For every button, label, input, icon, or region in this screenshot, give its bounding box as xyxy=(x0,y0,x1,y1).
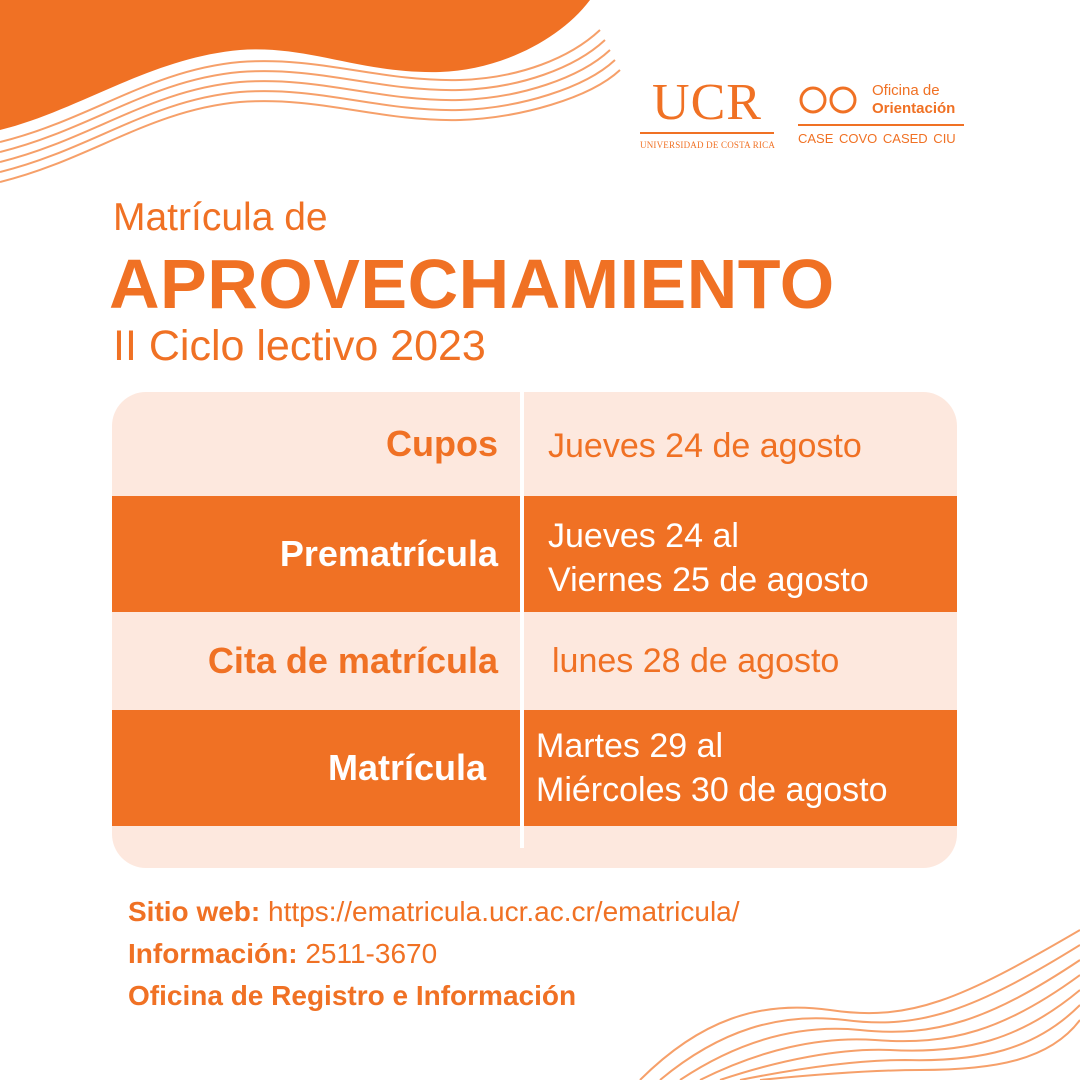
footer-info-phone: 2511-3670 xyxy=(305,938,438,969)
oficina-units: CASE COVO CASED CIU xyxy=(798,131,956,146)
footer-info-label: Información: xyxy=(128,938,298,969)
footer-office-name: Oficina de Registro e Información xyxy=(128,980,577,1011)
row-value xyxy=(548,424,862,468)
table-row xyxy=(112,392,957,496)
row-value-line: Viernes 25 de agosto xyxy=(548,561,869,599)
ucr-logo xyxy=(640,74,776,150)
footer-web xyxy=(128,896,740,928)
oficina-line1: Oficina de xyxy=(872,82,940,99)
footer-info xyxy=(128,938,437,970)
schedule-table xyxy=(112,392,957,868)
ucr-logo-subtext: UNIVERSIDAD DE COSTA RICA xyxy=(640,140,776,150)
row-label: Matrícula xyxy=(327,747,486,788)
row-value-line: Miércoles 30 de agosto xyxy=(536,771,888,809)
footer-office xyxy=(128,980,576,1012)
oficina-line2: Orientación xyxy=(872,100,956,117)
footer-web-label: Sitio web: xyxy=(128,896,261,927)
row-label: Prematrícula xyxy=(279,533,498,574)
page-title: APROVECHAMIENTO xyxy=(109,245,835,323)
oo-mark-icon xyxy=(798,84,862,116)
table-row xyxy=(112,612,957,710)
table-row xyxy=(112,496,957,612)
row-value xyxy=(552,639,839,683)
row-value-line: Jueves 24 al xyxy=(548,517,739,555)
row-value-line: Martes 29 al xyxy=(536,727,724,765)
row-label: Cupos xyxy=(386,423,498,464)
table-row xyxy=(112,710,957,826)
ucr-logo-text: UCR xyxy=(652,74,762,131)
ucr-logo-rule xyxy=(640,132,774,134)
row-label: Cita de matrícula xyxy=(207,640,498,681)
heading-subtitle: II Ciclo lectivo 2023 xyxy=(113,322,486,370)
oficina-rule xyxy=(798,124,964,126)
row-value-line: Jueves 24 de agosto xyxy=(548,427,862,465)
heading-pre: Matrícula de xyxy=(113,196,328,239)
row-value xyxy=(536,724,888,812)
table-divider xyxy=(520,392,524,848)
footer-web-link[interactable]: https://ematricula.ucr.ac.cr/ematricula/ xyxy=(268,896,740,927)
row-value xyxy=(548,514,869,602)
row-value-line: lunes 28 de agosto xyxy=(552,642,840,680)
